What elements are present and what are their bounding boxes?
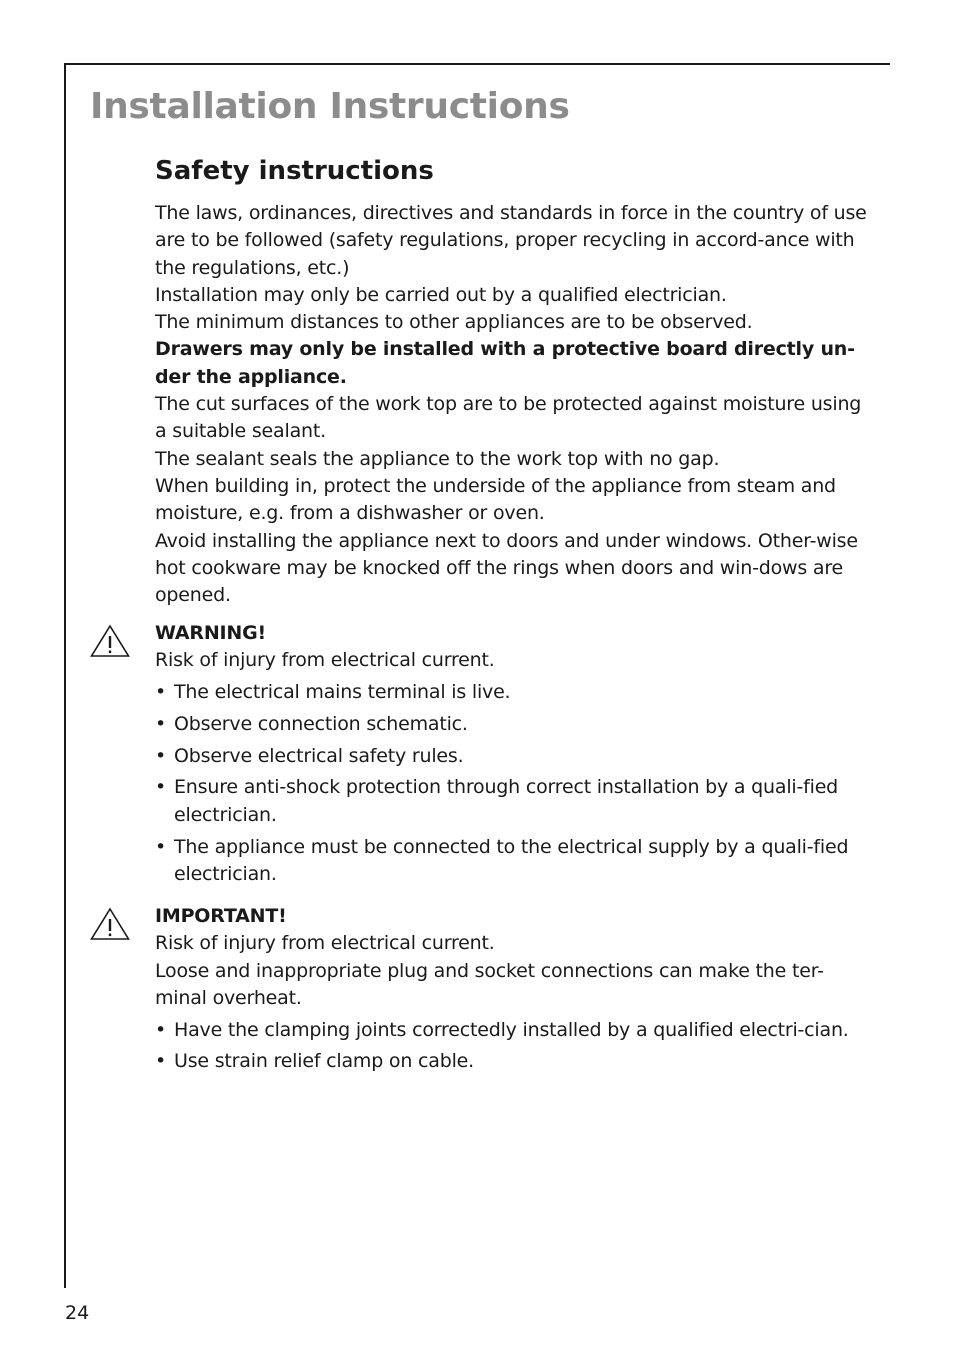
list-item (155, 1048, 875, 1075)
list-item (155, 834, 875, 889)
list-item (155, 679, 875, 706)
warning-label: WARNING! (155, 622, 266, 644)
safety-paragraph: The sealant seals the appliance to the work top with no gap. (155, 447, 720, 470)
page-number: 24 (65, 1302, 90, 1324)
list-item (155, 1017, 875, 1044)
safety-paragraph: When building in, protect the underside of the appliance from steam and moisture, e.g. from a dishwasher or oven. (155, 474, 836, 525)
warning-list (155, 679, 875, 888)
list-item (155, 711, 875, 738)
bullet: • (155, 744, 167, 767)
safety-paragraph: The minimum distances to other appliances are to be observed. (155, 311, 753, 334)
bullet: • (155, 681, 167, 704)
section-heading: Safety instructions (155, 156, 434, 186)
warning-intro: Risk of injury from electrical current. (155, 649, 495, 672)
safety-paragraph-bold: Drawers may only be installed with a protective board directly un-der the appliance. (155, 338, 855, 388)
safety-text (155, 200, 875, 609)
frame-top-rule (64, 63, 890, 65)
safety-paragraph: The laws, ordinances, directives and standards in force in the country of use are to be followed (safety regulations, proper recycling in accord-ance with the regulations, etc.) (155, 202, 867, 279)
bullet: • (155, 1018, 167, 1041)
list-item (155, 774, 875, 829)
list-item-text: Have the clamping joints correctedly installed by a qualified electri-cian. (174, 1018, 849, 1041)
list-item-text: Observe connection schematic. (174, 712, 468, 735)
list-item-text: Ensure anti-shock protection through correct installation by a quali-fied electrician. (174, 776, 839, 826)
frame-left-rule (64, 63, 66, 1288)
safety-paragraph: Installation may only be carried out by a qualified electrician. (155, 283, 727, 306)
page-title: Installation Instructions (90, 86, 570, 127)
bullet: • (155, 835, 167, 858)
safety-paragraph: The cut surfaces of the work top are to be protected against moisture using a suitable sealant. (155, 393, 862, 443)
important-block (155, 903, 875, 1076)
bullet: • (155, 712, 167, 735)
important-triangle-icon (89, 906, 131, 942)
important-intro: Risk of injury from electrical current. (155, 932, 495, 955)
list-item (155, 743, 875, 770)
warning-triangle-icon (89, 623, 131, 659)
list-item-text: Use strain relief clamp on cable. (174, 1050, 474, 1073)
list-item-text: The electrical mains terminal is live. (174, 681, 511, 704)
important-list (155, 1017, 875, 1076)
important-text: Loose and inappropriate plug and socket connections can make the ter-minal overheat. (155, 959, 824, 1009)
list-item-text: Observe electrical safety rules. (174, 744, 464, 767)
safety-paragraph: Avoid installing the appliance next to doors and under windows. Other-wise hot cookware may be knocked off the rings when doors and win-dows are opened. (155, 529, 858, 607)
bullet: • (155, 1050, 167, 1073)
bullet: • (155, 776, 167, 799)
warning-block (155, 620, 875, 888)
important-label: IMPORTANT! (155, 905, 287, 927)
list-item-text: The appliance must be connected to the electrical supply by a quali-fied electrician. (174, 835, 849, 885)
